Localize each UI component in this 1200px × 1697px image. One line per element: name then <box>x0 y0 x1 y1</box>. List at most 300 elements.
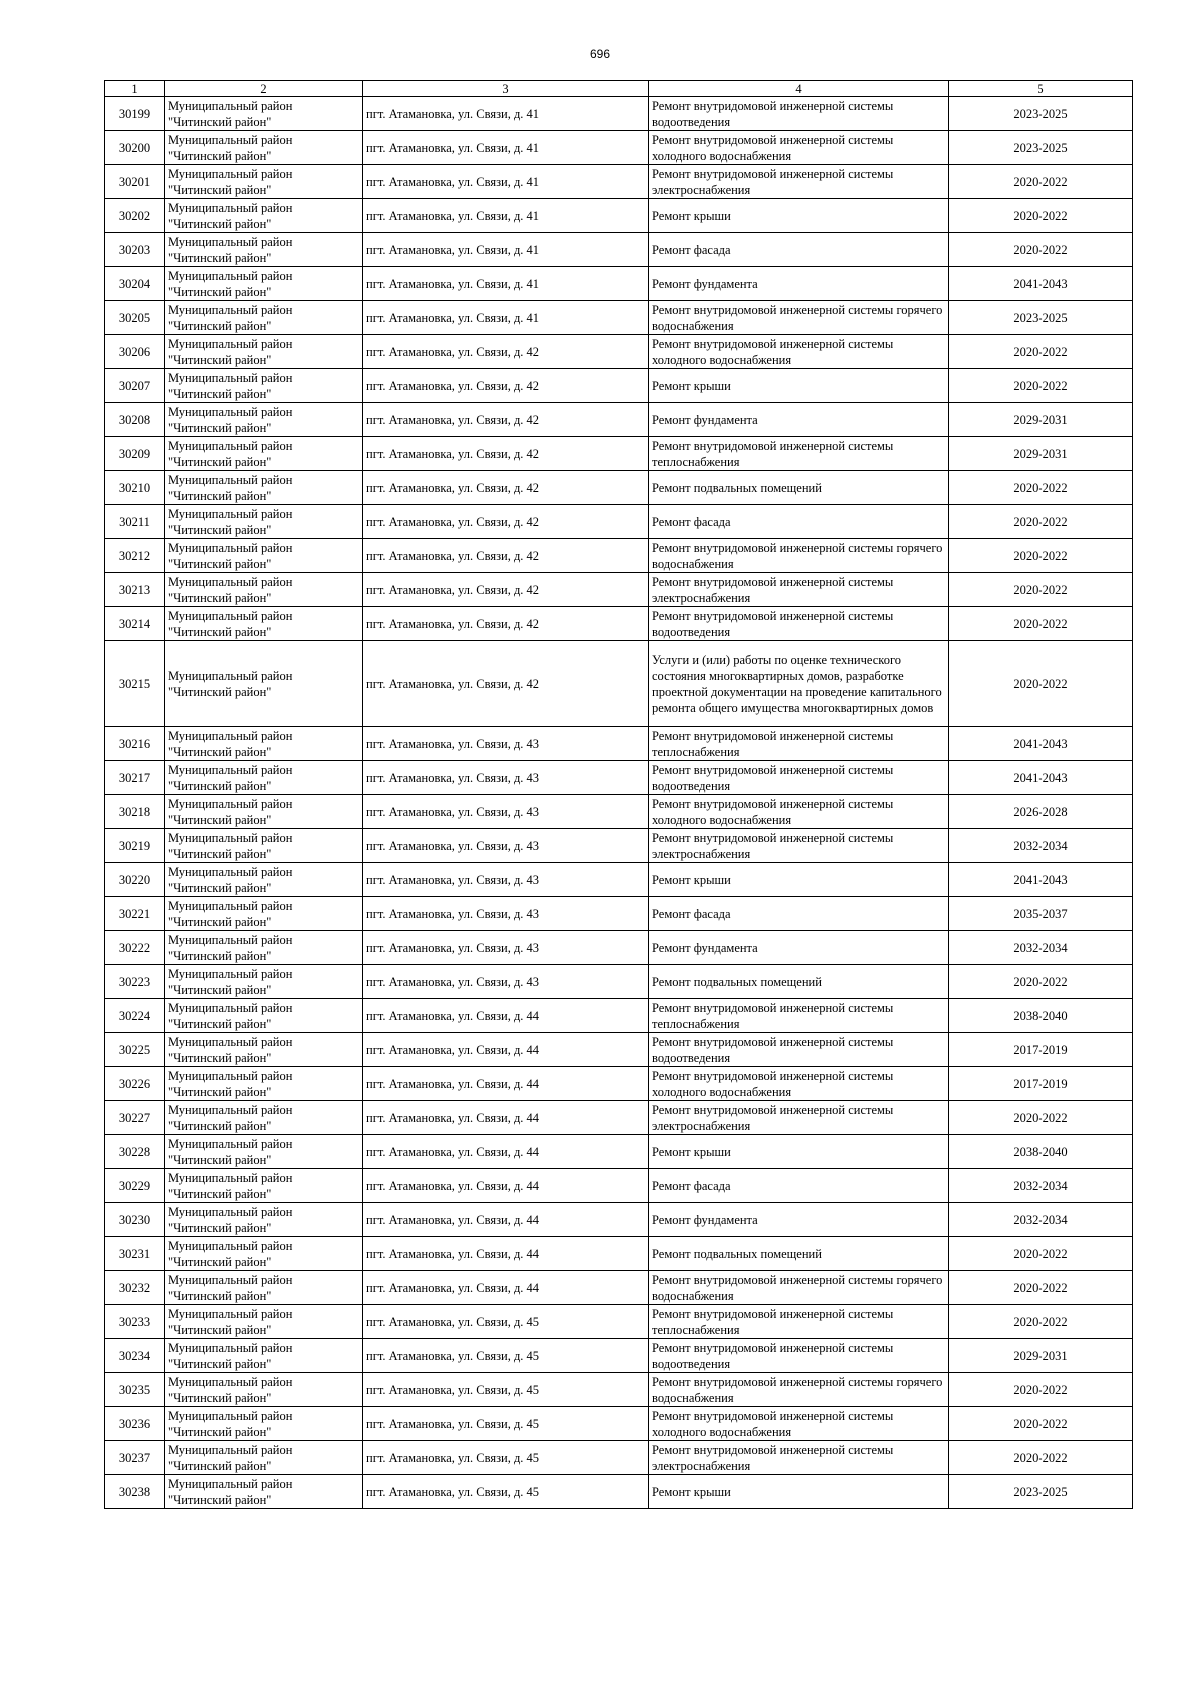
period-cell: 2020-2022 <box>949 471 1133 505</box>
period-cell: 2023-2025 <box>949 131 1133 165</box>
address-cell: пгт. Атамановка, ул. Связи, д. 43 <box>363 761 649 795</box>
row-number-cell: 30216 <box>105 727 165 761</box>
period-cell: 2020-2022 <box>949 1271 1133 1305</box>
municipality-cell <box>165 165 363 199</box>
period-cell: 2020-2022 <box>949 1441 1133 1475</box>
row-number-cell: 30215 <box>105 641 165 727</box>
municipality-cell <box>165 505 363 539</box>
row-number-cell: 30222 <box>105 931 165 965</box>
row-number-cell: 30199 <box>105 97 165 131</box>
table-row <box>105 1101 1133 1135</box>
row-number-cell: 30208 <box>105 403 165 437</box>
row-number-cell: 30226 <box>105 1067 165 1101</box>
municipality-line: Муниципальный район <box>168 1170 293 1185</box>
address-cell: пгт. Атамановка, ул. Связи, д. 41 <box>363 131 649 165</box>
table-row <box>105 1373 1133 1407</box>
work-type-cell: Ремонт внутридомовой инженерной системы горячего водоснабжения <box>649 1373 949 1407</box>
row-number-cell: 30205 <box>105 301 165 335</box>
address-cell: пгт. Атамановка, ул. Связи, д. 44 <box>363 999 649 1033</box>
period-cell: 2020-2022 <box>949 1237 1133 1271</box>
address-cell: пгт. Атамановка, ул. Связи, д. 42 <box>363 641 649 727</box>
period-cell: 2041-2043 <box>949 761 1133 795</box>
work-type-cell: Ремонт крыши <box>649 863 949 897</box>
table-row <box>105 1305 1133 1339</box>
municipality-line: Муниципальный район <box>168 404 293 419</box>
address-cell: пгт. Атамановка, ул. Связи, д. 45 <box>363 1407 649 1441</box>
row-number-cell: 30224 <box>105 999 165 1033</box>
municipality-line: Муниципальный район <box>168 932 293 947</box>
work-type-cell: Ремонт внутридомовой инженерной системы теплоснабжения <box>649 999 949 1033</box>
address-cell: пгт. Атамановка, ул. Связи, д. 44 <box>363 1237 649 1271</box>
address-cell: пгт. Атамановка, ул. Связи, д. 44 <box>363 1033 649 1067</box>
table-header-row <box>105 81 1133 97</box>
period-cell: 2020-2022 <box>949 965 1133 999</box>
municipality-line: Муниципальный район <box>168 1102 293 1117</box>
municipality-name: "Читинский район" <box>168 812 272 827</box>
municipality-cell <box>165 829 363 863</box>
row-number-cell: 30203 <box>105 233 165 267</box>
table-row <box>105 829 1133 863</box>
table-row <box>105 1169 1133 1203</box>
municipality-name: "Читинский район" <box>168 1118 272 1133</box>
row-number-cell: 30211 <box>105 505 165 539</box>
municipality-line: Муниципальный район <box>168 1340 293 1355</box>
municipality-cell <box>165 1407 363 1441</box>
period-cell: 2032-2034 <box>949 829 1133 863</box>
work-type-cell: Ремонт внутридомовой инженерной системы холодного водоснабжения <box>649 131 949 165</box>
table-row <box>105 897 1133 931</box>
municipality-cell <box>165 1169 363 1203</box>
column-header: 4 <box>649 81 949 97</box>
period-cell: 2041-2043 <box>949 727 1133 761</box>
municipality-name: "Читинский район" <box>168 454 272 469</box>
table-row <box>105 1203 1133 1237</box>
table-row <box>105 795 1133 829</box>
work-type-cell: Ремонт фундамента <box>649 267 949 301</box>
municipality-line: Муниципальный район <box>168 1442 293 1457</box>
address-cell: пгт. Атамановка, ул. Связи, д. 42 <box>363 403 649 437</box>
work-type-cell: Ремонт внутридомовой инженерной системы электроснабжения <box>649 165 949 199</box>
work-type-cell: Ремонт фундамента <box>649 931 949 965</box>
municipality-name: "Читинский район" <box>168 250 272 265</box>
municipality-cell <box>165 727 363 761</box>
table-row <box>105 863 1133 897</box>
municipality-name: "Читинский район" <box>168 284 272 299</box>
municipality-name: "Читинский район" <box>168 846 272 861</box>
period-cell: 2020-2022 <box>949 539 1133 573</box>
municipality-name: "Читинский район" <box>168 624 272 639</box>
municipality-line: Муниципальный район <box>168 1476 293 1491</box>
address-cell: пгт. Атамановка, ул. Связи, д. 42 <box>363 573 649 607</box>
municipality-name: "Читинский район" <box>168 352 272 367</box>
row-number-cell: 30213 <box>105 573 165 607</box>
table-row <box>105 97 1133 131</box>
municipality-line: Муниципальный район <box>168 796 293 811</box>
municipality-name: "Читинский район" <box>168 148 272 163</box>
work-type-cell: Ремонт внутридомовой инженерной системы горячего водоснабжения <box>649 1271 949 1305</box>
row-number-cell: 30200 <box>105 131 165 165</box>
address-cell: пгт. Атамановка, ул. Связи, д. 43 <box>363 863 649 897</box>
address-cell: пгт. Атамановка, ул. Связи, д. 44 <box>363 1203 649 1237</box>
address-cell: пгт. Атамановка, ул. Связи, д. 42 <box>363 607 649 641</box>
address-cell: пгт. Атамановка, ул. Связи, д. 41 <box>363 267 649 301</box>
period-cell: 2020-2022 <box>949 1407 1133 1441</box>
municipality-name: "Читинский район" <box>168 386 272 401</box>
column-header: 1 <box>105 81 165 97</box>
period-cell: 2035-2037 <box>949 897 1133 931</box>
municipality-name: "Читинский район" <box>168 1254 272 1269</box>
address-cell: пгт. Атамановка, ул. Связи, д. 41 <box>363 199 649 233</box>
municipality-line: Муниципальный район <box>168 234 293 249</box>
municipality-name: "Читинский район" <box>168 914 272 929</box>
table-row <box>105 335 1133 369</box>
row-number-cell: 30206 <box>105 335 165 369</box>
municipality-line: Муниципальный район <box>168 1374 293 1389</box>
address-cell: пгт. Атамановка, ул. Связи, д. 42 <box>363 539 649 573</box>
work-type-cell: Ремонт внутридомовой инженерной системы теплоснабжения <box>649 727 949 761</box>
municipality-name: "Читинский район" <box>168 182 272 197</box>
period-cell: 2032-2034 <box>949 1169 1133 1203</box>
page-number: 696 <box>589 47 611 61</box>
work-type-cell: Ремонт внутридомовой инженерной системы электроснабжения <box>649 573 949 607</box>
table-row <box>105 1033 1133 1067</box>
table-row <box>105 369 1133 403</box>
row-number-cell: 30202 <box>105 199 165 233</box>
period-cell: 2032-2034 <box>949 931 1133 965</box>
table-row <box>105 761 1133 795</box>
table-row <box>105 1441 1133 1475</box>
municipality-line: Муниципальный район <box>168 728 293 743</box>
row-number-cell: 30238 <box>105 1475 165 1509</box>
work-type-cell: Ремонт крыши <box>649 199 949 233</box>
municipality-name: "Читинский район" <box>168 880 272 895</box>
work-type-cell: Ремонт внутридомовой инженерной системы холодного водоснабжения <box>649 1407 949 1441</box>
municipality-line: Муниципальный район <box>168 540 293 555</box>
address-cell: пгт. Атамановка, ул. Связи, д. 45 <box>363 1475 649 1509</box>
municipality-name: "Читинский район" <box>168 114 272 129</box>
municipality-line: Муниципальный район <box>168 1238 293 1253</box>
municipality-cell <box>165 1373 363 1407</box>
municipality-line: Муниципальный район <box>168 268 293 283</box>
municipality-line: Муниципальный район <box>168 966 293 981</box>
municipality-line: Муниципальный район <box>168 1204 293 1219</box>
period-cell: 2023-2025 <box>949 97 1133 131</box>
row-number-cell: 30207 <box>105 369 165 403</box>
municipality-line: Муниципальный район <box>168 574 293 589</box>
municipality-line: Муниципальный район <box>168 864 293 879</box>
municipality-line: Муниципальный район <box>168 608 293 623</box>
address-cell: пгт. Атамановка, ул. Связи, д. 45 <box>363 1373 649 1407</box>
work-type-cell: Ремонт внутридомовой инженерной системы теплоснабжения <box>649 1305 949 1339</box>
row-number-cell: 30234 <box>105 1339 165 1373</box>
table-row <box>105 267 1133 301</box>
municipality-cell <box>165 1339 363 1373</box>
work-type-cell: Ремонт крыши <box>649 1475 949 1509</box>
table-row <box>105 1339 1133 1373</box>
municipality-line: Муниципальный район <box>168 898 293 913</box>
municipality-name: "Читинский район" <box>168 590 272 605</box>
municipality-cell <box>165 1475 363 1509</box>
period-cell: 2020-2022 <box>949 233 1133 267</box>
period-cell: 2020-2022 <box>949 505 1133 539</box>
work-type-cell: Ремонт внутридомовой инженерной системы электроснабжения <box>649 1101 949 1135</box>
period-cell: 2020-2022 <box>949 641 1133 727</box>
municipality-name: "Читинский район" <box>168 1390 272 1405</box>
address-cell: пгт. Атамановка, ул. Связи, д. 44 <box>363 1169 649 1203</box>
address-cell: пгт. Атамановка, ул. Связи, д. 44 <box>363 1135 649 1169</box>
address-cell: пгт. Атамановка, ул. Связи, д. 44 <box>363 1067 649 1101</box>
municipality-name: "Читинский район" <box>168 1152 272 1167</box>
period-cell: 2017-2019 <box>949 1033 1133 1067</box>
municipality-line: Муниципальный район <box>168 506 293 521</box>
row-number-cell: 30219 <box>105 829 165 863</box>
municipality-name: "Читинский район" <box>168 1492 272 1507</box>
work-type-cell: Ремонт фасада <box>649 1169 949 1203</box>
municipality-cell <box>165 1067 363 1101</box>
address-cell: пгт. Атамановка, ул. Связи, д. 42 <box>363 505 649 539</box>
table-row <box>105 573 1133 607</box>
table-row <box>105 931 1133 965</box>
table-row <box>105 641 1133 727</box>
period-cell: 2029-2031 <box>949 403 1133 437</box>
municipality-line: Муниципальный район <box>168 1068 293 1083</box>
municipality-name: "Читинский район" <box>168 744 272 759</box>
work-type-cell: Ремонт подвальных помещений <box>649 965 949 999</box>
municipality-name: "Читинский район" <box>168 1424 272 1439</box>
municipality-name: "Читинский район" <box>168 1016 272 1031</box>
table-row <box>105 999 1133 1033</box>
municipality-line: Муниципальный район <box>168 1408 293 1423</box>
period-cell: 2020-2022 <box>949 1305 1133 1339</box>
period-cell: 2029-2031 <box>949 1339 1133 1373</box>
municipality-name: "Читинский район" <box>168 1220 272 1235</box>
municipality-name: "Читинский район" <box>168 1458 272 1473</box>
municipality-cell <box>165 131 363 165</box>
municipality-cell <box>165 1305 363 1339</box>
period-cell: 2017-2019 <box>949 1067 1133 1101</box>
work-type-cell: Ремонт крыши <box>649 369 949 403</box>
work-type-cell: Ремонт внутридомовой инженерной системы водоотведения <box>649 97 949 131</box>
municipality-cell <box>165 1135 363 1169</box>
municipality-name: "Читинский район" <box>168 778 272 793</box>
municipality-name: "Читинский район" <box>168 684 272 699</box>
work-type-cell: Ремонт внутридомовой инженерной системы электроснабжения <box>649 829 949 863</box>
row-number-cell: 30209 <box>105 437 165 471</box>
municipality-line: Муниципальный район <box>168 302 293 317</box>
row-number-cell: 30230 <box>105 1203 165 1237</box>
municipality-cell <box>165 999 363 1033</box>
table-row <box>105 505 1133 539</box>
municipality-cell <box>165 97 363 131</box>
period-cell: 2020-2022 <box>949 369 1133 403</box>
municipality-line: Муниципальный район <box>168 1034 293 1049</box>
municipality-cell <box>165 761 363 795</box>
row-number-cell: 30217 <box>105 761 165 795</box>
row-number-cell: 30231 <box>105 1237 165 1271</box>
municipality-line: Муниципальный район <box>168 830 293 845</box>
period-cell: 2020-2022 <box>949 1373 1133 1407</box>
table-row <box>105 727 1133 761</box>
municipality-name: "Читинский район" <box>168 556 272 571</box>
period-cell: 2023-2025 <box>949 301 1133 335</box>
address-cell: пгт. Атамановка, ул. Связи, д. 43 <box>363 795 649 829</box>
municipality-cell <box>165 369 363 403</box>
address-cell: пгт. Атамановка, ул. Связи, д. 42 <box>363 471 649 505</box>
address-cell: пгт. Атамановка, ул. Связи, д. 41 <box>363 97 649 131</box>
table-body <box>105 97 1133 1509</box>
municipality-name: "Читинский район" <box>168 522 272 537</box>
period-cell: 2020-2022 <box>949 335 1133 369</box>
table-row <box>105 1475 1133 1509</box>
address-cell: пгт. Атамановка, ул. Связи, д. 42 <box>363 335 649 369</box>
municipality-cell <box>165 931 363 965</box>
work-type-cell: Ремонт подвальных помещений <box>649 1237 949 1271</box>
work-type-cell: Ремонт внутридомовой инженерной системы холодного водоснабжения <box>649 795 949 829</box>
row-number-cell: 30225 <box>105 1033 165 1067</box>
municipality-name: "Читинский район" <box>168 1050 272 1065</box>
municipality-cell <box>165 267 363 301</box>
work-type-cell: Ремонт фундамента <box>649 1203 949 1237</box>
work-type-cell: Ремонт фасада <box>649 897 949 931</box>
municipality-line: Муниципальный район <box>168 668 293 683</box>
municipality-cell <box>165 539 363 573</box>
municipality-name: "Читинский район" <box>168 1186 272 1201</box>
municipality-cell <box>165 233 363 267</box>
table-row <box>105 131 1133 165</box>
municipality-cell <box>165 795 363 829</box>
row-number-cell: 30228 <box>105 1135 165 1169</box>
table-row <box>105 539 1133 573</box>
municipality-cell <box>165 1237 363 1271</box>
table-row <box>105 233 1133 267</box>
municipality-line: Муниципальный район <box>168 200 293 215</box>
work-type-cell: Ремонт внутридомовой инженерной системы электроснабжения <box>649 1441 949 1475</box>
municipality-line: Муниципальный район <box>168 336 293 351</box>
municipality-name: "Читинский район" <box>168 420 272 435</box>
row-number-cell: 30214 <box>105 607 165 641</box>
work-type-cell: Ремонт внутридомовой инженерной системы холодного водоснабжения <box>649 1067 949 1101</box>
period-cell: 2041-2043 <box>949 267 1133 301</box>
municipality-cell <box>165 199 363 233</box>
address-cell: пгт. Атамановка, ул. Связи, д. 45 <box>363 1305 649 1339</box>
period-cell: 2020-2022 <box>949 607 1133 641</box>
municipality-line: Муниципальный район <box>168 370 293 385</box>
municipality-line: Муниципальный район <box>168 1000 293 1015</box>
period-cell: 2020-2022 <box>949 1101 1133 1135</box>
municipality-cell <box>165 403 363 437</box>
table-row <box>105 1067 1133 1101</box>
municipality-line: Муниципальный район <box>168 166 293 181</box>
row-number-cell: 30201 <box>105 165 165 199</box>
municipality-name: "Читинский район" <box>168 948 272 963</box>
work-type-cell: Ремонт внутридомовой инженерной системы холодного водоснабжения <box>649 335 949 369</box>
address-cell: пгт. Атамановка, ул. Связи, д. 43 <box>363 965 649 999</box>
municipality-cell <box>165 1033 363 1067</box>
period-cell: 2023-2025 <box>949 1475 1133 1509</box>
address-cell: пгт. Атамановка, ул. Связи, д. 43 <box>363 897 649 931</box>
municipality-line: Муниципальный район <box>168 1272 293 1287</box>
municipality-name: "Читинский район" <box>168 1322 272 1337</box>
address-cell: пгт. Атамановка, ул. Связи, д. 44 <box>363 1271 649 1305</box>
table-row <box>105 1407 1133 1441</box>
work-type-cell: Услуги и (или) работы по оценке технического состояния многоквартирных домов, разработке проектной документации на проведение капитального ремонта общего имущества многоквартирных домов <box>649 641 949 727</box>
row-number-cell: 30204 <box>105 267 165 301</box>
table-row <box>105 1271 1133 1305</box>
municipality-cell <box>165 1271 363 1305</box>
period-cell: 2020-2022 <box>949 573 1133 607</box>
work-type-cell: Ремонт подвальных помещений <box>649 471 949 505</box>
municipality-name: "Читинский район" <box>168 216 272 231</box>
period-cell: 2020-2022 <box>949 199 1133 233</box>
period-cell: 2038-2040 <box>949 999 1133 1033</box>
address-cell: пгт. Атамановка, ул. Связи, д. 45 <box>363 1339 649 1373</box>
work-type-cell: Ремонт внутридомовой инженерной системы водоотведения <box>649 607 949 641</box>
work-type-cell: Ремонт фасада <box>649 505 949 539</box>
municipality-line: Муниципальный район <box>168 1136 293 1151</box>
column-header: 5 <box>949 81 1133 97</box>
address-cell: пгт. Атамановка, ул. Связи, д. 41 <box>363 233 649 267</box>
row-number-cell: 30235 <box>105 1373 165 1407</box>
row-number-cell: 30218 <box>105 795 165 829</box>
municipality-cell <box>165 1101 363 1135</box>
table-row <box>105 301 1133 335</box>
column-header: 3 <box>363 81 649 97</box>
table-row <box>105 1237 1133 1271</box>
row-number-cell: 30210 <box>105 471 165 505</box>
row-number-cell: 30236 <box>105 1407 165 1441</box>
table-row <box>105 403 1133 437</box>
work-type-cell: Ремонт внутридомовой инженерной системы горячего водоснабжения <box>649 539 949 573</box>
work-type-cell: Ремонт фасада <box>649 233 949 267</box>
municipality-cell <box>165 471 363 505</box>
municipality-name: "Читинский район" <box>168 1084 272 1099</box>
municipality-name: "Читинский район" <box>168 318 272 333</box>
address-cell: пгт. Атамановка, ул. Связи, д. 43 <box>363 829 649 863</box>
table-row <box>105 1135 1133 1169</box>
municipality-name: "Читинский район" <box>168 1288 272 1303</box>
row-number-cell: 30220 <box>105 863 165 897</box>
table-row <box>105 165 1133 199</box>
row-number-cell: 30221 <box>105 897 165 931</box>
municipality-cell <box>165 1441 363 1475</box>
table-row <box>105 965 1133 999</box>
row-number-cell: 30227 <box>105 1101 165 1135</box>
municipality-cell <box>165 897 363 931</box>
work-type-cell: Ремонт внутридомовой инженерной системы водоотведения <box>649 1033 949 1067</box>
period-cell: 2038-2040 <box>949 1135 1133 1169</box>
period-cell: 2020-2022 <box>949 165 1133 199</box>
work-type-cell: Ремонт фундамента <box>649 403 949 437</box>
municipality-line: Муниципальный район <box>168 438 293 453</box>
municipality-cell <box>165 573 363 607</box>
work-type-cell: Ремонт внутридомовой инженерной системы водоотведения <box>649 1339 949 1373</box>
row-number-cell: 30233 <box>105 1305 165 1339</box>
work-type-cell: Ремонт крыши <box>649 1135 949 1169</box>
municipality-cell <box>165 437 363 471</box>
address-cell: пгт. Атамановка, ул. Связи, д. 41 <box>363 165 649 199</box>
row-number-cell: 30237 <box>105 1441 165 1475</box>
municipality-cell <box>165 335 363 369</box>
municipality-name: "Читинский район" <box>168 1356 272 1371</box>
address-cell: пгт. Атамановка, ул. Связи, д. 41 <box>363 301 649 335</box>
table-row <box>105 471 1133 505</box>
municipality-line: Муниципальный район <box>168 762 293 777</box>
address-cell: пгт. Атамановка, ул. Связи, д. 42 <box>363 369 649 403</box>
municipality-cell <box>165 1203 363 1237</box>
program-table <box>104 80 1133 1509</box>
work-type-cell: Ремонт внутридомовой инженерной системы горячего водоснабжения <box>649 301 949 335</box>
address-cell: пгт. Атамановка, ул. Связи, д. 45 <box>363 1441 649 1475</box>
